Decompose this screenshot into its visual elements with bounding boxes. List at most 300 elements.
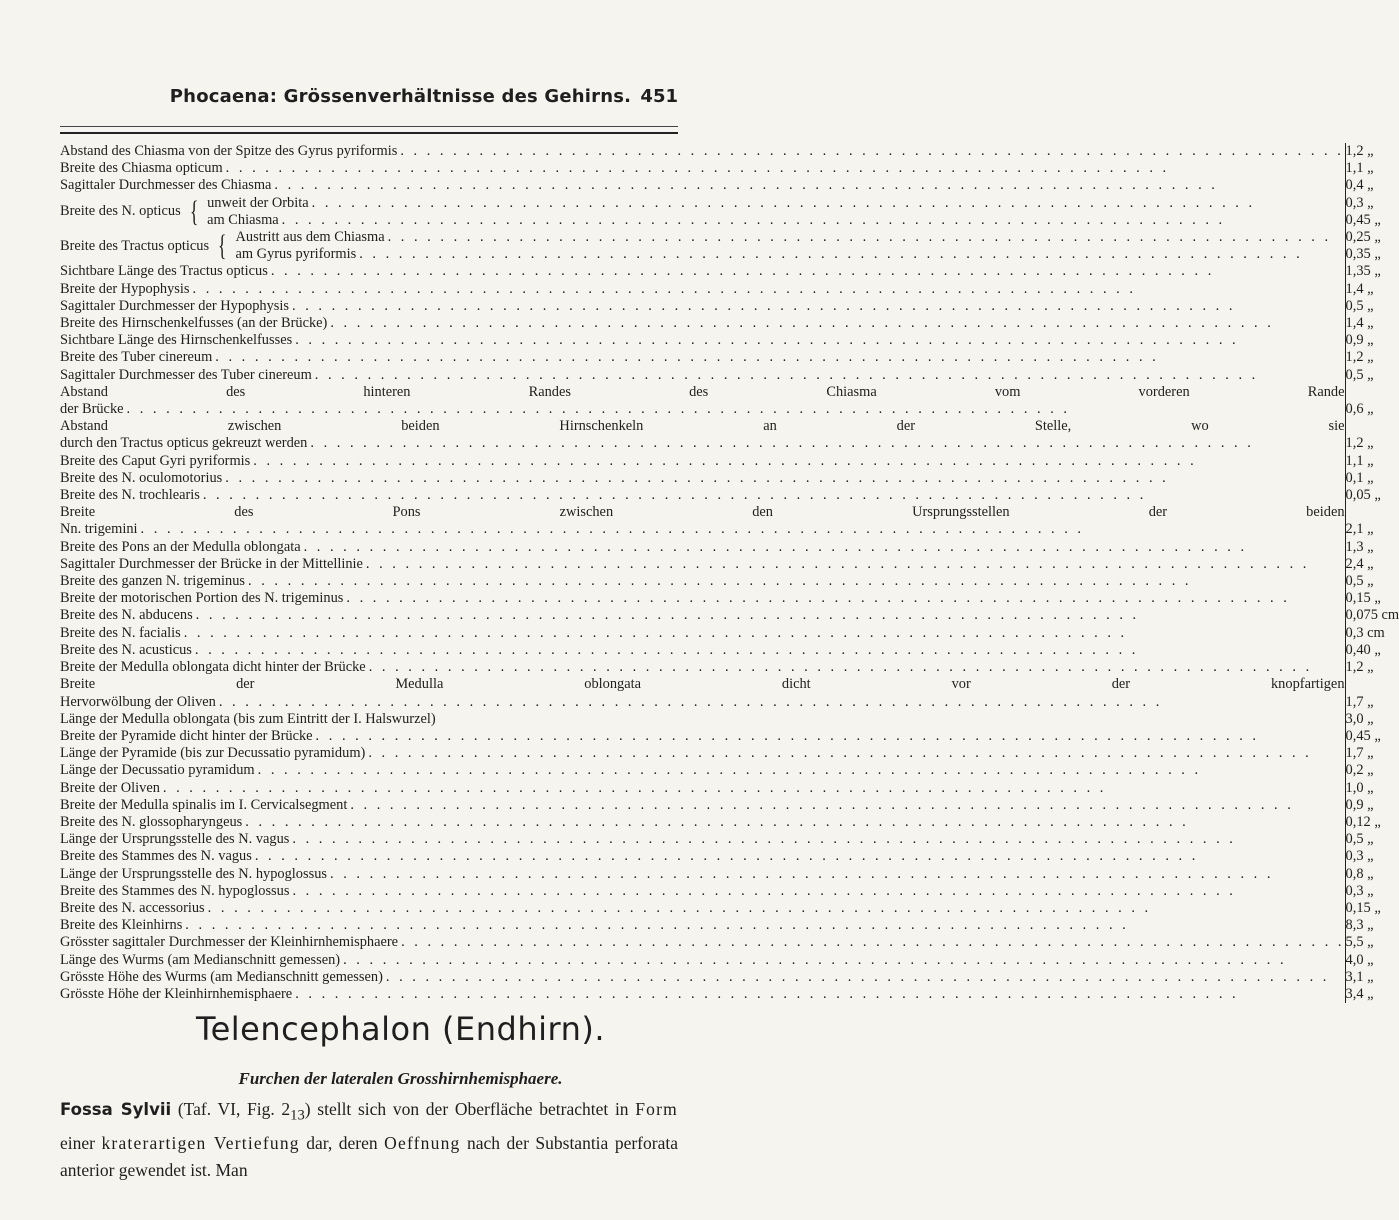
- measure-value: 1,1 „: [1345, 160, 1374, 177]
- row-label-cell: [60, 848, 1345, 865]
- measure-label-text: Sichtbare Länge des Tractus opticus: [60, 263, 268, 280]
- row-value-cell: [1345, 349, 1399, 366]
- leader-dots: [215, 349, 1344, 366]
- measure-value: 1,2 „: [1345, 143, 1374, 159]
- table-row: [60, 539, 1399, 556]
- table-row: [60, 711, 1399, 728]
- measure-label: [60, 453, 1345, 470]
- grouped-label: [60, 229, 1345, 263]
- measure-label: [60, 642, 1345, 659]
- label-first-line: Abstand des hinteren Randes des Chiasma vom vorderen Rande: [60, 383, 1345, 400]
- measurements-table: [60, 143, 1399, 1003]
- measure-value: 0,5 „: [1345, 366, 1374, 383]
- table-row: [60, 780, 1399, 797]
- row-value-cell: [1345, 866, 1399, 883]
- row-value-cell: [1345, 143, 1399, 160]
- leader-dots: [350, 797, 1344, 814]
- value-spacer: [1346, 418, 1399, 435]
- table-row: [60, 625, 1399, 642]
- spaced-word: Oeffnung: [384, 1132, 461, 1153]
- measure-label-text: Grösster sagittaler Durchmesser der Kleinhirnhemisphaere: [60, 934, 399, 951]
- leader-dots: [346, 590, 1344, 607]
- measure-label-text: Breite der Oliven: [60, 779, 160, 796]
- measure-value: 1,4 „: [1345, 315, 1374, 332]
- measure-label: [60, 900, 1345, 917]
- row-label-cell: [60, 573, 1345, 590]
- group-sub-labels: [236, 229, 1345, 263]
- leader-dots: [195, 642, 1345, 659]
- measure-value: 0,25 „: [1345, 229, 1381, 246]
- measure-value: 0,40 „: [1345, 641, 1381, 658]
- measure-label: [60, 281, 1345, 298]
- measure-value: 0,3 „: [1345, 882, 1374, 899]
- table-row: [60, 866, 1399, 883]
- row-value-cell: [1345, 917, 1399, 934]
- measure-value: 1,2 „: [1345, 659, 1374, 676]
- measure-label: [60, 298, 1345, 315]
- measure-label: [60, 917, 1345, 934]
- table-row: [60, 177, 1399, 194]
- measure-label-text: Breite des N. abducens: [60, 607, 193, 624]
- value-spacer: [1346, 504, 1399, 521]
- leader-dots: [295, 986, 1344, 1003]
- measure-value: 0,12 „: [1345, 813, 1381, 830]
- table-row: [60, 195, 1399, 229]
- measure-label: [60, 659, 1345, 676]
- measure-label-text: Breite des N. facialis: [60, 624, 181, 641]
- table-row: [60, 315, 1399, 332]
- row-label-cell: [60, 883, 1345, 900]
- row-value-cell: [1345, 728, 1399, 745]
- measure-label: [60, 745, 1345, 762]
- row-value-cell: [1345, 986, 1399, 1003]
- measure-label-text: Breite des Kleinhirns: [60, 917, 183, 934]
- table-row: [60, 797, 1399, 814]
- row-label-cell: [60, 676, 1345, 710]
- measure-label: [60, 367, 1345, 384]
- measure-label-text: Breite des N. oculomotorius: [60, 469, 223, 486]
- leader-dots: [292, 298, 1345, 315]
- leader-dots: [225, 470, 1344, 487]
- sub-label-text: unweit der Orbita: [207, 194, 309, 211]
- row-label-cell: [60, 315, 1345, 332]
- measure-label-text: Breite der Medulla oblongata dicht hinter der Brücke: [60, 659, 366, 676]
- measure-value: 8,3 „: [1345, 917, 1374, 934]
- table-row: [60, 952, 1399, 969]
- measure-label-text: Breite des Caput Gyri pyriformis: [60, 452, 251, 469]
- row-value-cell: [1345, 195, 1399, 229]
- row-label-cell: [60, 900, 1345, 917]
- measure-label: [60, 401, 1345, 418]
- measure-value: 3,1 „: [1345, 968, 1374, 985]
- measure-value: 1,35 „: [1345, 263, 1381, 280]
- spaced-phrase: kraterartigen Vertiefung: [101, 1132, 300, 1153]
- row-label-cell: [60, 642, 1345, 659]
- sub-label-text: am Chiasma: [207, 211, 279, 228]
- body-text-part: (Taf. VI, Fig. 2: [171, 1099, 291, 1119]
- row-value-cell: [1345, 504, 1399, 538]
- leader-dots: [316, 728, 1345, 745]
- measure-label: [60, 831, 1345, 848]
- measure-label: [60, 487, 1345, 504]
- table-row: [60, 607, 1399, 624]
- value-spacer: [1346, 676, 1399, 693]
- sub-label-text: am Gyrus pyriformis: [235, 246, 357, 263]
- row-label-cell: [60, 934, 1345, 951]
- table-row: [60, 504, 1399, 538]
- row-value-cell: [1345, 797, 1399, 814]
- value-spacer: [1346, 384, 1399, 401]
- table-row: [60, 917, 1399, 934]
- measure-label: [60, 539, 1345, 556]
- leader-dots: [193, 281, 1345, 298]
- measure-label-text: Länge der Medulla oblongata (bis zum Eintritt der I. Halswurzel): [60, 710, 436, 727]
- sub-label: [236, 229, 1345, 246]
- table-row: [60, 986, 1399, 1003]
- row-label-cell: [60, 418, 1345, 452]
- table-row: [60, 418, 1399, 452]
- leader-dots: [366, 556, 1345, 573]
- measure-label-text: Sagittaler Durchmesser der Brücke in der Mittellinie: [60, 555, 363, 572]
- body-text-part: nach der Substantia perforata anterior gewendet ist. Man: [60, 1132, 678, 1180]
- row-value-cell: [1345, 969, 1399, 986]
- measure-label: [60, 866, 1345, 883]
- row-label-cell: [60, 195, 1345, 229]
- row-value-cell: [1345, 367, 1399, 384]
- measure-label-text: Breite des ganzen N. trigeminus: [60, 573, 246, 590]
- measure-label: [60, 969, 1345, 986]
- measure-value: 1,7 „: [1345, 745, 1374, 762]
- group-main-label: Breite des N. opticus: [60, 203, 181, 220]
- page-header: [0, 86, 801, 116]
- table-row: [60, 487, 1399, 504]
- table-row: [60, 556, 1399, 573]
- row-label-cell: [60, 367, 1345, 384]
- measure-value: 0,8 „: [1345, 865, 1374, 882]
- measure-label-text: Breite des N. acusticus: [60, 641, 192, 658]
- measure-value: 0,5 „: [1345, 573, 1374, 590]
- leader-dots: [208, 900, 1345, 917]
- leader-dots: [343, 952, 1344, 969]
- measure-label: [60, 986, 1345, 1003]
- leader-dots: [226, 160, 1345, 177]
- measure-label-text: Grösste Höhe des Wurms (am Medianschnitt gemessen): [60, 968, 383, 985]
- measure-label-text: Länge der Ursprungsstelle des N. hypoglossus: [60, 865, 327, 882]
- table-row: [60, 367, 1399, 384]
- measure-label-text: Breite des N. glossopharyngeus: [60, 813, 243, 830]
- row-value-cell: [1345, 453, 1399, 470]
- table-row: [60, 590, 1399, 607]
- table-row: [60, 900, 1399, 917]
- measure-value: 0,9 „: [1345, 332, 1374, 349]
- row-label-cell: [60, 625, 1345, 642]
- measure-label: [60, 263, 1345, 280]
- leader-dots: [386, 969, 1345, 986]
- leader-dots: [141, 521, 1345, 538]
- section-title: Telencephalon (Endhirn).: [195, 1010, 606, 1048]
- measure-label-text: Hervorwölbung der Oliven: [60, 693, 216, 710]
- row-value-cell: [1345, 814, 1399, 831]
- row-value-cell: [1345, 848, 1399, 865]
- measure-label-text: Breite des Hirnschenkelfusses (an der Brücke): [60, 315, 328, 332]
- leader-dots: [330, 315, 1344, 332]
- row-value-cell: [1345, 160, 1399, 177]
- row-label-cell: [60, 143, 1345, 160]
- measure-label: [60, 349, 1345, 366]
- measure-label: [60, 625, 1345, 642]
- measure-value: 0,3 cm: [1345, 624, 1385, 641]
- leader-dots: [219, 694, 1345, 711]
- leader-dots: [255, 848, 1345, 865]
- measure-value: 1,2 „: [1345, 349, 1374, 366]
- row-label-cell: [60, 470, 1345, 487]
- row-value-cell: [1345, 900, 1399, 917]
- leader-dots: [304, 539, 1345, 556]
- sub-label: [207, 195, 1344, 212]
- measure-value: 0,3 „: [1345, 848, 1374, 865]
- row-value-cell: [1345, 556, 1399, 573]
- row-value-cell: [1345, 676, 1399, 710]
- measure-label-text: Länge der Decussatio pyramidum: [60, 762, 255, 779]
- body-text-part: einer: [60, 1132, 102, 1153]
- row-label-cell: [60, 263, 1345, 280]
- table-row: [60, 745, 1399, 762]
- table-row: [60, 263, 1399, 280]
- header-rule: [60, 126, 678, 127]
- row-value-cell: [1345, 281, 1399, 298]
- measure-label: [60, 332, 1345, 349]
- body-paragraph: [60, 1096, 678, 1184]
- row-value-cell: [1345, 780, 1399, 797]
- measure-value: 2,4 „: [1345, 555, 1374, 572]
- table-row: [60, 229, 1399, 263]
- row-label-cell: [60, 745, 1345, 762]
- term-fossa-sylvii: Fossa Sylvii: [60, 1100, 172, 1119]
- row-label-cell: [60, 556, 1345, 573]
- measure-label: [60, 160, 1345, 177]
- measure-label: [60, 848, 1345, 865]
- label-first-line: Breite des Pons zwischen den Ursprungsstellen der beiden: [60, 504, 1345, 521]
- table-row: [60, 762, 1399, 779]
- body-text-part: ) stellt sich von der Oberfläche betrachtet in: [304, 1099, 636, 1119]
- measure-label-text: Abstand des Chiasma von der Spitze des Gyrus pyriformis: [60, 143, 398, 159]
- measure-label-text: Breite der motorischen Portion des N. trigeminus: [60, 590, 344, 607]
- leader-dots: [388, 229, 1345, 246]
- leader-dots: [368, 745, 1344, 762]
- measure-label: [60, 590, 1345, 607]
- measure-value: 0,6 „: [1345, 401, 1374, 418]
- row-label-cell: [60, 539, 1345, 556]
- measure-value: 0,15 „: [1345, 590, 1381, 607]
- row-label-cell: [60, 349, 1345, 366]
- measure-label: [60, 435, 1345, 452]
- row-value-cell: [1345, 315, 1399, 332]
- leader-dots: [163, 780, 1345, 797]
- table-row: [60, 143, 1399, 160]
- measure-label-text: Sagittaler Durchmesser des Tuber cinereum: [60, 366, 312, 383]
- table-row: [60, 160, 1399, 177]
- row-value-cell: [1345, 745, 1399, 762]
- measure-value: 5,5 „: [1345, 934, 1374, 951]
- row-label-cell: [60, 504, 1345, 538]
- row-label-cell: [60, 728, 1345, 745]
- brace-symbol: {: [189, 194, 199, 228]
- sub-label: [236, 246, 1345, 263]
- leader-dots: [400, 143, 1344, 160]
- page-number: 451: [640, 86, 678, 107]
- row-value-cell: [1345, 659, 1399, 676]
- measure-label: [60, 780, 1345, 797]
- measure-value: 0,4 „: [1345, 177, 1374, 194]
- row-value-cell: [1345, 831, 1399, 848]
- measure-value: 4,0 „: [1345, 951, 1374, 968]
- row-value-cell: [1345, 332, 1399, 349]
- row-value-cell: [1345, 642, 1399, 659]
- measure-label: [60, 711, 1345, 728]
- leader-dots: [185, 917, 1344, 934]
- row-label-cell: [60, 332, 1345, 349]
- measure-label: [60, 573, 1345, 590]
- measure-value: 0,075 cm: [1345, 607, 1399, 624]
- leader-dots: [315, 367, 1345, 384]
- leader-dots: [271, 263, 1345, 280]
- measure-value: 0,35 „: [1345, 246, 1381, 263]
- measure-value: 0,9 „: [1345, 796, 1374, 813]
- measure-label-text: Nn. trigemini: [60, 521, 138, 538]
- leader-dots: [253, 453, 1344, 470]
- row-label-cell: [60, 797, 1345, 814]
- table-row: [60, 281, 1399, 298]
- measure-label-text: Sagittaler Durchmesser der Hypophysis: [60, 297, 289, 314]
- table-row: [60, 332, 1399, 349]
- leader-dots: [245, 814, 1344, 831]
- row-value-cell: [1345, 298, 1399, 315]
- row-label-cell: [60, 281, 1345, 298]
- table-row: [60, 969, 1399, 986]
- row-label-cell: [60, 487, 1345, 504]
- leader-dots: [282, 212, 1345, 229]
- table-row: [60, 848, 1399, 865]
- measure-label-text: durch den Tractus opticus gekreuzt werden: [60, 435, 308, 452]
- measure-label: [60, 728, 1345, 745]
- row-value-cell: [1345, 952, 1399, 969]
- leader-dots: [127, 401, 1345, 418]
- leader-dots: [248, 573, 1345, 590]
- measure-value: 0,3 „: [1345, 194, 1374, 211]
- measure-label-text: der Brücke: [60, 401, 124, 418]
- measure-label: [60, 934, 1345, 951]
- row-label-cell: [60, 814, 1345, 831]
- row-label-cell: [60, 384, 1345, 418]
- measure-value: 1,2 „: [1345, 435, 1374, 452]
- row-label-cell: [60, 298, 1345, 315]
- measure-label: [60, 797, 1345, 814]
- measure-value: 3,0 „: [1345, 710, 1374, 727]
- subheading: Furchen der lateralen Grosshirnhemisphaere.: [238, 1069, 563, 1088]
- table-row: [60, 659, 1399, 676]
- measure-value: 0,15 „: [1345, 899, 1381, 916]
- row-label-cell: [60, 952, 1345, 969]
- row-value-cell: [1345, 263, 1399, 280]
- table-row: [60, 883, 1399, 900]
- table-row: [60, 831, 1399, 848]
- measure-value: 2,1 „: [1345, 521, 1374, 538]
- row-label-cell: [60, 453, 1345, 470]
- row-value-cell: [1345, 711, 1399, 728]
- row-label-cell: [60, 780, 1345, 797]
- measure-label-text: Breite der Pyramide dicht hinter der Brücke: [60, 727, 313, 744]
- measure-label-text: Sagittaler Durchmesser des Chiasma: [60, 177, 272, 194]
- row-label-cell: [60, 177, 1345, 194]
- leader-dots: [330, 866, 1345, 883]
- leader-dots: [292, 831, 1344, 848]
- measure-label-text: Länge der Ursprungsstelle des N. vagus: [60, 831, 290, 848]
- row-label-cell: [60, 229, 1345, 263]
- table-top-rule: [60, 132, 678, 134]
- table-row: [60, 934, 1399, 951]
- measure-label: [60, 814, 1345, 831]
- leader-dots: [295, 332, 1344, 349]
- measure-label: [60, 143, 1345, 160]
- leader-dots: [401, 934, 1344, 951]
- table-row: [60, 453, 1399, 470]
- leader-dots: [292, 883, 1344, 900]
- row-label-cell: [60, 607, 1345, 624]
- sub-label-text: Austritt aus dem Chiasma: [235, 229, 385, 246]
- measure-value: 1,7 „: [1345, 693, 1374, 710]
- table-row: [60, 298, 1399, 315]
- row-value-cell: [1345, 418, 1399, 452]
- figure-subscript: 13: [290, 1107, 305, 1124]
- row-value-cell: [1345, 762, 1399, 779]
- table-row: [60, 573, 1399, 590]
- measure-label: [60, 177, 1345, 194]
- measure-value: 3,4 „: [1345, 985, 1374, 1002]
- measure-label: [60, 315, 1345, 332]
- measure-value: 0,2 „: [1345, 762, 1374, 779]
- table-row: [60, 642, 1399, 659]
- measure-value: 0,5 „: [1345, 297, 1374, 314]
- measure-label: [60, 607, 1345, 624]
- measure-label-text: Breite des Chiasma opticum: [60, 160, 223, 177]
- leader-dots: [196, 607, 1345, 624]
- measure-value: 0,05 „: [1345, 487, 1381, 504]
- row-label-cell: [60, 866, 1345, 883]
- measure-value: 0,1 „: [1345, 469, 1374, 486]
- row-label-cell: [60, 831, 1345, 848]
- measure-label-text: Breite des Pons an der Medulla oblongata: [60, 538, 301, 555]
- measure-label-text: Breite des Stammes des N. hypoglossus: [60, 882, 290, 899]
- row-label-cell: [60, 590, 1345, 607]
- measure-label-text: Breite des Tuber cinereum: [60, 349, 213, 366]
- grouped-label: [60, 195, 1345, 229]
- measure-value: 0,45 „: [1345, 727, 1381, 744]
- row-label-cell: [60, 160, 1345, 177]
- leader-dots: [310, 435, 1344, 452]
- table-row: [60, 728, 1399, 745]
- sub-label: [207, 212, 1344, 229]
- measure-label: [60, 521, 1345, 538]
- group-sub-labels: [207, 195, 1344, 229]
- measure-value: 1,0 „: [1345, 779, 1374, 796]
- row-label-cell: [60, 986, 1345, 1003]
- table-row: [60, 470, 1399, 487]
- measure-label-text: Breite des N. trochlearis: [60, 487, 200, 504]
- row-value-cell: [1345, 539, 1399, 556]
- measure-label: [60, 556, 1345, 573]
- measure-value: 1,1 „: [1345, 452, 1374, 469]
- row-value-cell: [1345, 229, 1399, 263]
